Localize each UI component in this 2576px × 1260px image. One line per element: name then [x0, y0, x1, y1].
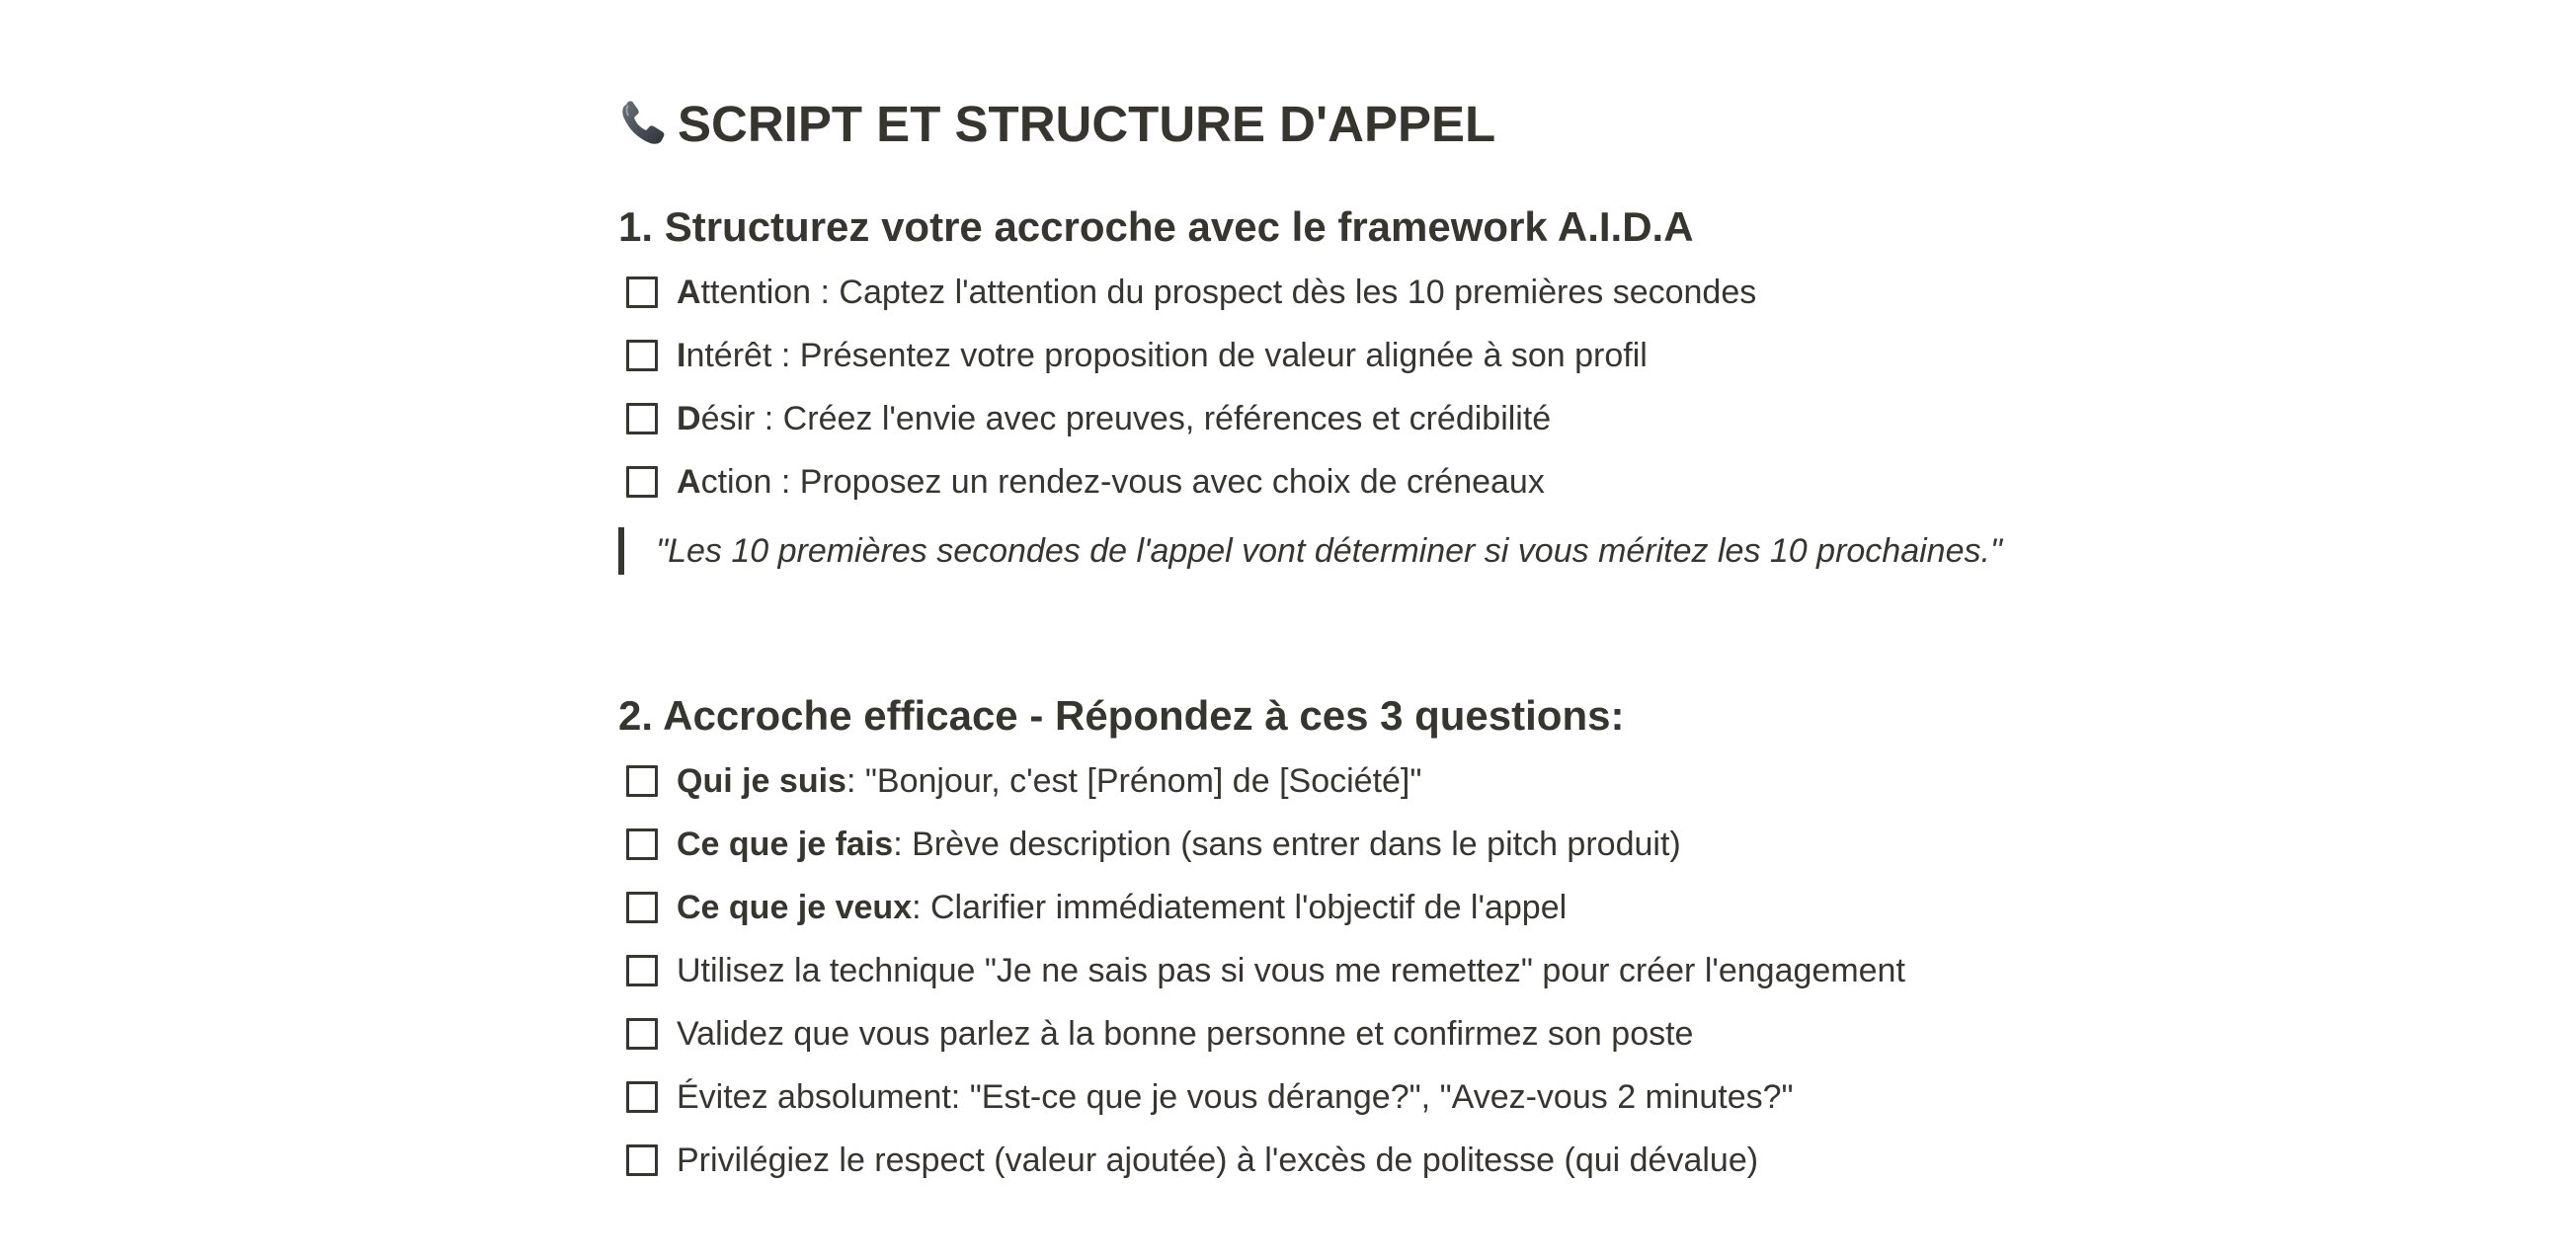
todo-item: [626, 753, 1421, 809]
todo-text: Ce que je veux: Clarifier immédiatement l'objectif de l'appel: [677, 888, 1568, 926]
page-title-text: SCRIPT ET STRUCTURE D'APPEL: [678, 95, 1496, 152]
todo-item: [626, 943, 1905, 998]
checkbox[interactable]: [626, 340, 658, 371]
todo-text: Privilégiez le respect (valeur ajoutée) à l'excès de politesse (qui dévalue): [677, 1141, 1759, 1179]
todo-text: Utilisez la technique "Je ne sais pas si vous me remettez" pour créer l'engagement: [677, 951, 1905, 989]
checkbox[interactable]: [626, 828, 658, 860]
todo-text: Qui je suis: "Bonjour, c'est [Prénom] de [Société]": [677, 761, 1422, 800]
todo-item: [626, 328, 1648, 383]
todo-item: [626, 391, 1551, 446]
todo-item: [626, 1006, 1693, 1062]
checkbox[interactable]: [626, 892, 658, 923]
todo-item: [626, 454, 1545, 510]
checkbox[interactable]: [626, 1081, 658, 1113]
page-title: [618, 91, 1495, 156]
todo-item: [626, 817, 1681, 872]
todo-text: Action : Proposez un rendez-vous avec choix de créneaux: [677, 462, 1545, 501]
quote-bar: [618, 527, 624, 575]
quote-text: "Les 10 premières secondes de l'appel vont déterminer si vous méritez les 10 prochaines.": [656, 531, 2003, 570]
todo-text: Intérêt : Présentez votre proposition de valeur alignée à son profil: [677, 336, 1648, 374]
checkbox[interactable]: [626, 403, 658, 434]
todo-text: Attention : Captez l'attention du prospect dès les 10 premières secondes: [677, 273, 1757, 311]
todo-text: Désir : Créez l'envie avec preuves, références et crédibilité: [677, 399, 1552, 437]
checkbox[interactable]: [626, 1144, 658, 1176]
todo-text: Validez que vous parlez à la bonne personne et confirmez son poste: [677, 1014, 1694, 1053]
todo-item: [626, 880, 1567, 935]
section-heading-accroche: 2. Accroche efficace - Répondez à ces 3 questions:: [618, 692, 1625, 739]
todo-item: [626, 1069, 1794, 1125]
checkbox[interactable]: [626, 466, 658, 498]
checkbox[interactable]: [626, 955, 658, 986]
checkbox[interactable]: [626, 765, 658, 797]
telephone-receiver-icon: [618, 99, 668, 148]
blockquote: [618, 527, 2002, 575]
todo-item: [626, 265, 1756, 320]
section-heading-aida: 1. Structurez votre accroche avec le framework A.I.D.A: [618, 203, 1694, 250]
checkbox[interactable]: [626, 1018, 658, 1050]
todo-item: [626, 1133, 1758, 1188]
todo-text: Évitez absolument: "Est-ce que je vous dérange?", "Avez-vous 2 minutes?": [677, 1077, 1794, 1116]
checkbox[interactable]: [626, 276, 658, 308]
todo-text: Ce que je fais: Brève description (sans entrer dans le pitch produit): [677, 825, 1681, 863]
